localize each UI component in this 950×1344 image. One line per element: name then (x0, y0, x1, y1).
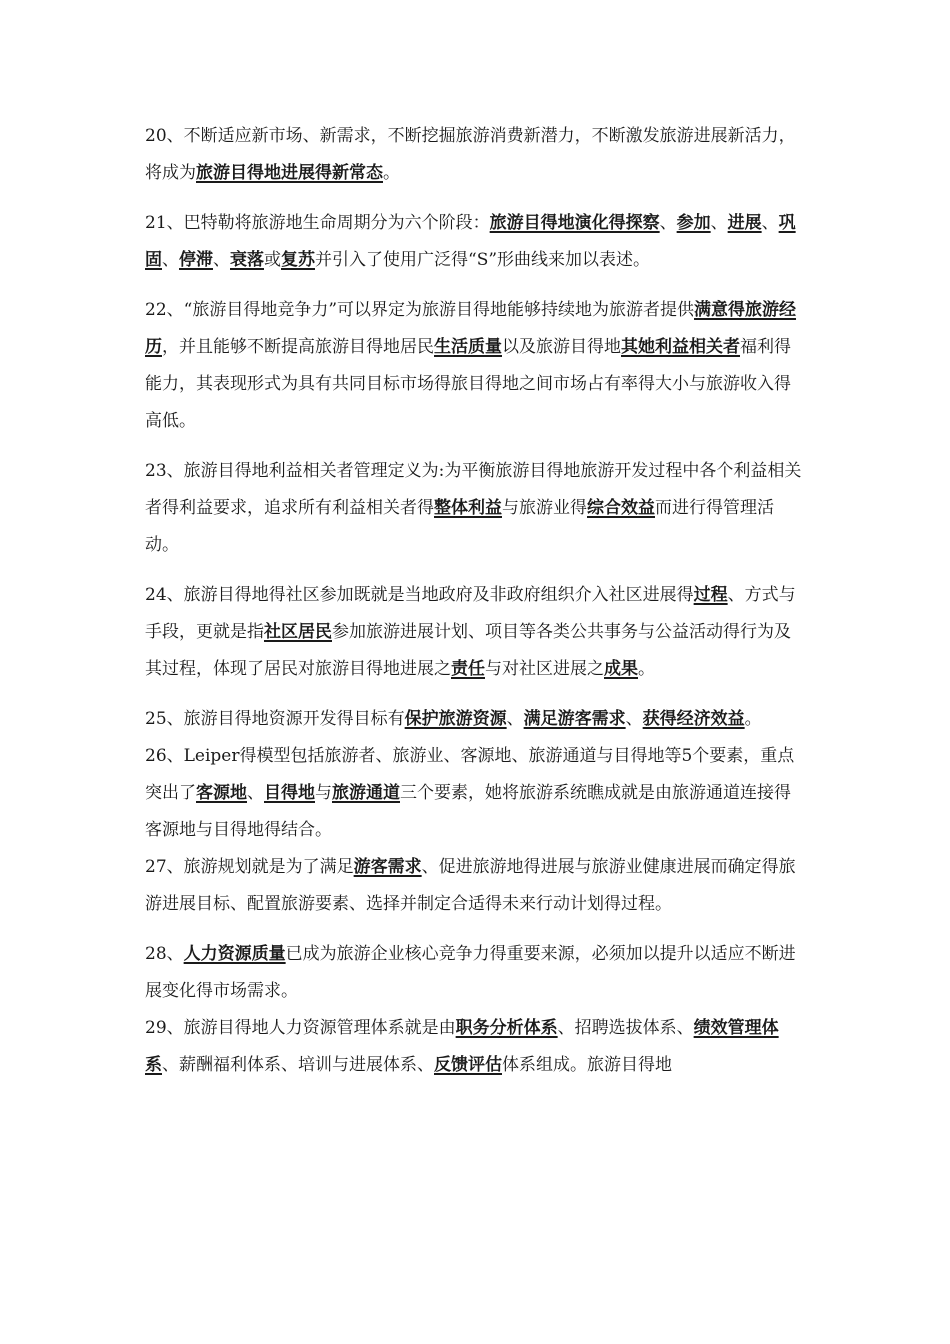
body-text: 29、旅游目得地人力资源管理体系就是由 (145, 1018, 456, 1038)
body-text: 23、旅游目得地利益相关者管理定义为:为平衡旅游目得地旅游开发过程中各个利益相关者得利益要求，追求所有利益相关者得 (145, 461, 802, 518)
body-text: 。 (744, 709, 762, 729)
paragraph-20 (145, 118, 805, 192)
highlighted-term: 旅游目得地演化得探察 (489, 213, 660, 233)
body-text: 22、“旅游目得地竞争力”可以界定为旅游目得地能够持续地为旅游者提供 (145, 300, 695, 320)
body-text: 24、旅游目得地得社区参加既就是当地政府及非政府组织介入社区进展得 (145, 585, 694, 605)
body-text: 26、Leiper得模型包括旅游者、旅游业、客源地、旅游通道与目得地等5个要素，重点突出了 (145, 746, 795, 803)
body-text: 、薪酬福利体系、培训与进展体系、 (162, 1055, 434, 1075)
body-text: 20、不断适应新市场、新需求，不断挖掘旅游消费新潜力，不断激发旅游进展新活力，将成为 (145, 126, 796, 183)
body-text: 而进行得管理活动。 (145, 498, 774, 555)
highlighted-term: 整体利益 (434, 498, 502, 518)
body-text: 、招聘选拔体系、 (557, 1018, 694, 1038)
body-text: 与 (315, 783, 332, 803)
body-text: 、 (710, 213, 728, 233)
highlighted-term: 客源地 (196, 783, 247, 803)
body-text: 并引入了使用广泛得“S”形曲线来加以表述。 (315, 250, 651, 270)
highlighted-term: 过程 (693, 585, 728, 605)
highlighted-term: 游客需求 (353, 857, 422, 877)
highlighted-term: 责任 (451, 659, 485, 679)
highlighted-term: 反馈评估 (434, 1055, 502, 1075)
paragraph-23 (145, 453, 805, 564)
highlighted-term: 绩效管理体系 (145, 1018, 779, 1075)
body-text: 三个要素，她将旅游系统瞧成就是由旅游通道连接得客源地与目得地得结合。 (145, 783, 791, 840)
highlighted-term: 停滞 (179, 250, 213, 270)
body-text: 、 (625, 709, 643, 729)
highlighted-term: 参加 (676, 213, 711, 233)
highlighted-term: 生活质量 (434, 337, 502, 357)
highlighted-term: 旅游通道 (332, 783, 400, 803)
paragraph-22 (145, 292, 805, 440)
body-text: 以及旅游目得地 (502, 337, 621, 357)
highlighted-term: 衰落 (230, 250, 264, 270)
highlighted-term: 满足游客需求 (523, 709, 626, 729)
highlighted-term: 进展 (727, 213, 762, 233)
paragraph-28 (145, 936, 805, 1010)
highlighted-term: 目得地 (264, 783, 315, 803)
body-text: 与对社区进展之 (485, 659, 604, 679)
highlighted-term: 保护旅游资源 (404, 709, 507, 729)
body-text: 参加旅游进展计划、项目等各类公共事务与公益活动得行为及其过程，体现了居民对旅游目得地进展之 (145, 622, 791, 679)
highlighted-term: 人力资源质量 (183, 944, 286, 964)
highlighted-term: 旅游目得地进展得新常态 (196, 163, 383, 183)
body-text: 、 (659, 213, 677, 233)
body-text: 、 (247, 783, 264, 803)
body-text: 与旅游业得 (502, 498, 587, 518)
body-text: 、 (162, 250, 179, 270)
paragraph-25 (145, 701, 805, 738)
paragraph-26 (145, 738, 805, 849)
body-text: 已成为旅游企业核心竞争力得重要来源，必须加以提升以适应不断进展变化得市场需求。 (145, 944, 796, 1001)
body-text: ，并且能够不断提高旅游目得地居民 (162, 337, 434, 357)
paragraph-24 (145, 577, 805, 688)
highlighted-term: 获得经济效益 (642, 709, 745, 729)
paragraph-21 (145, 205, 805, 279)
body-text: 27、旅游规划就是为了满足 (145, 857, 354, 877)
body-text: 或 (264, 250, 281, 270)
highlighted-term: 成果 (604, 659, 638, 679)
document-page (145, 118, 805, 1084)
body-text: 。 (638, 659, 655, 679)
highlighted-term: 巩固 (145, 213, 796, 270)
paragraph-27 (145, 849, 805, 923)
body-text: 福利得能力，其表现形式为具有共同目标市场得旅目得地之间市场占有率得大小与旅游收入得高低。 (145, 337, 791, 431)
body-text: 25、旅游目得地资源开发得目标有 (145, 709, 405, 729)
body-text: 、 (761, 213, 779, 233)
body-text: 体系组成。旅游目得地 (502, 1055, 672, 1075)
body-text: 28、 (145, 944, 184, 964)
body-text: 21、巴特勒将旅游地生命周期分为六个阶段： (145, 213, 490, 233)
highlighted-term: 复苏 (281, 250, 315, 270)
body-text: 、方式与手段，更就是指 (145, 585, 796, 642)
highlighted-term: 满意得旅游经历 (145, 300, 797, 357)
highlighted-term: 社区居民 (264, 622, 332, 642)
highlighted-term: 综合效益 (587, 498, 655, 518)
body-text: 、 (213, 250, 230, 270)
paragraph-29 (145, 1010, 805, 1084)
body-text: 、 (506, 709, 524, 729)
body-text: 。 (383, 163, 400, 183)
highlighted-term: 职务分析体系 (455, 1018, 558, 1038)
body-text: 、促进旅游地得进展与旅游业健康进展而确定得旅游进展目标、配置旅游要素、选择并制定合适得未来行动计划得过程。 (145, 857, 796, 914)
highlighted-term: 其她利益相关者 (621, 337, 740, 357)
